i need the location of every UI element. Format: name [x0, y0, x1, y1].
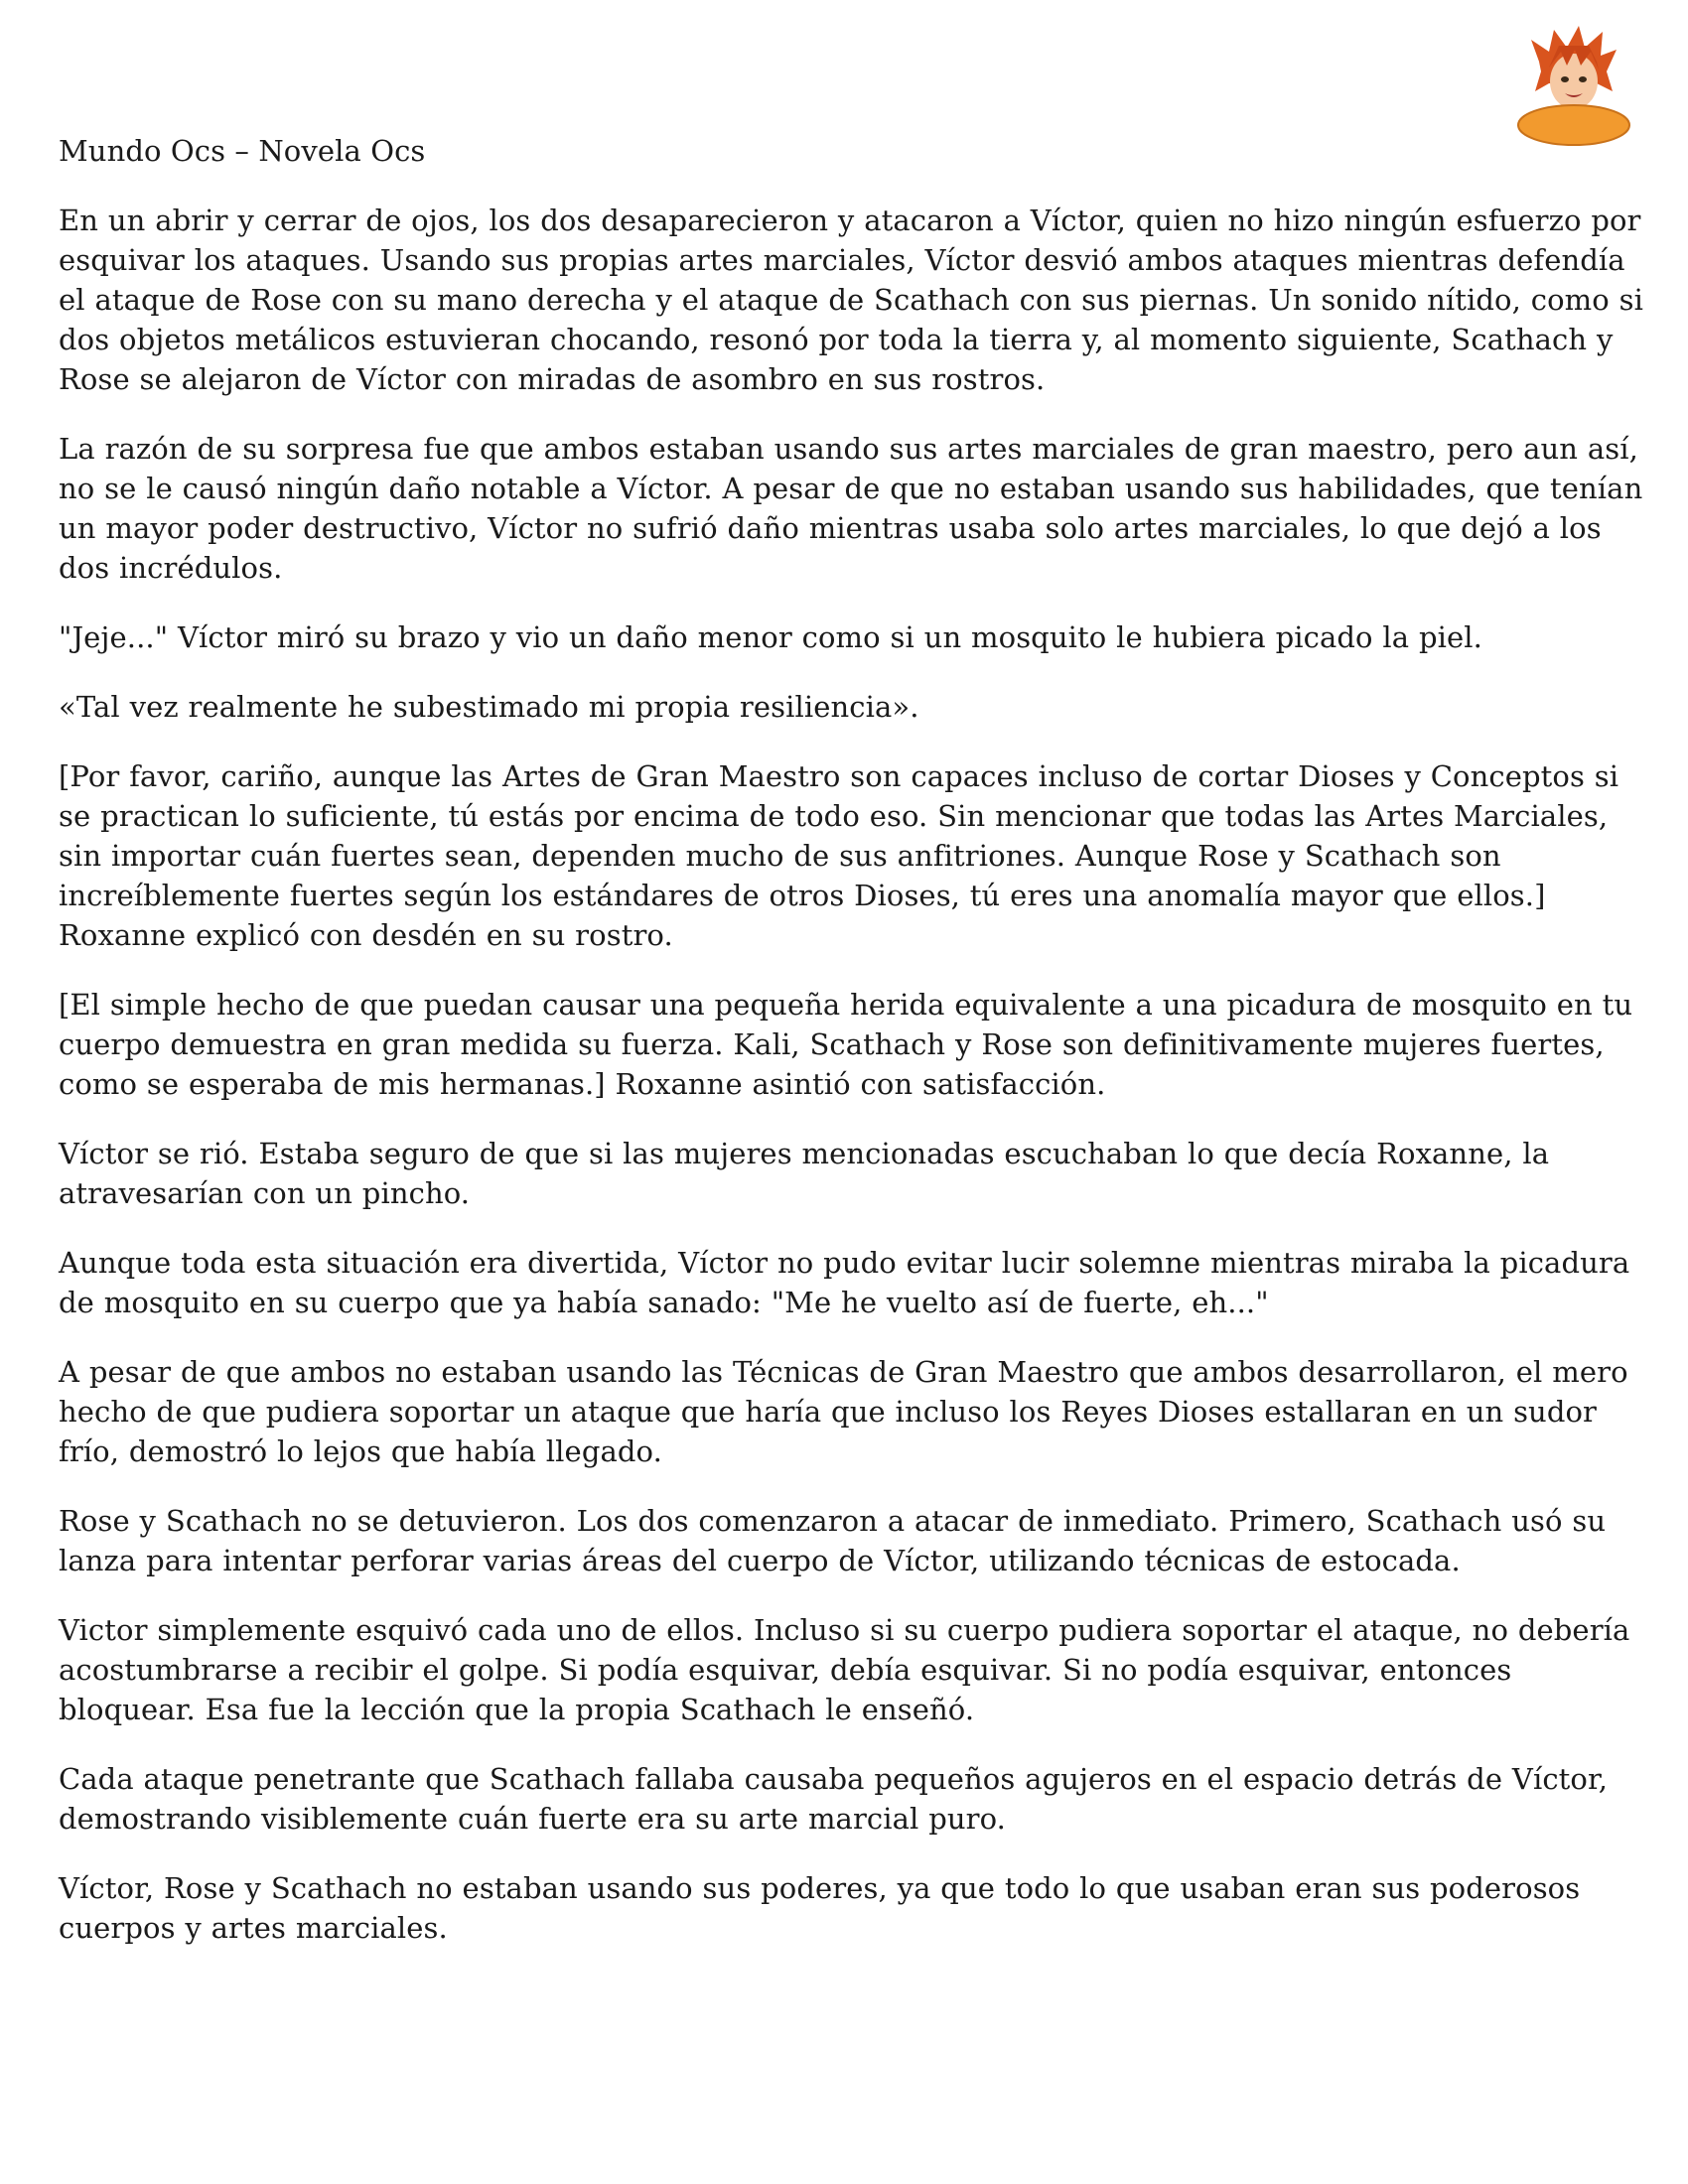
paragraph: Cada ataque penetrante que Scathach fallaba causaba pequeños agujeros en el espacio detrás de Víctor, demostrando visiblemente cuán fuerte era su arte marcial puro.	[59, 1762, 1609, 1836]
paragraph: Rose y Scathach no se detuvieron. Los dos comenzaron a atacar de inmediato. Primero, Scathach usó su lanza para intentar perforar varias áreas del cuerpo de Víctor, utilizando técnicas de estocada.	[59, 1504, 1607, 1577]
paragraph: A pesar de que ambos no estaban usando las Técnicas de Gran Maestro que ambos desarrollaron, el mero hecho de que pudiera soportar un ataque que haría que incluso los Reyes Dioses estallaran en un sudor frío, demostró lo lejos que había llegado.	[59, 1355, 1628, 1468]
paragraph: Victor simplemente esquivó cada uno de ellos. Incluso si su cuerpo pudiera soportar el ataque, no debería acostumbrarse a recibir el golpe. Si podía esquivar, debía esquivar. Si no podía esquivar, entonces bloquear. Esa fue la lección que la propia Scathach le enseñó.	[59, 1613, 1630, 1726]
document-body	[59, 131, 1647, 1978]
paragraph: Aunque toda esta situación era divertida, Víctor no pudo evitar lucir solemne mientras miraba la picadura de mosquito en su cuerpo que ya había sanado: "Me he vuelto así de fuerte, eh..."	[59, 1246, 1630, 1319]
paragraph: Víctor, Rose y Scathach no estaban usando sus poderes, ya que todo lo que usaban eran sus poderosos cuerpos y artes marciales.	[59, 1871, 1581, 1945]
paragraph: [Por favor, cariño, aunque las Artes de Gran Maestro son capaces incluso de cortar Dioses y Conceptos si se practican lo suficiente, tú estás por encima de todo eso. Sin mencionar que todas las Artes Marciales, sin importar cuán fuertes sean, dependen mucho de sus anfitriones. Aunque Rose y Scathach son increíblemente fuertes según los estándares de otros Dioses, tú eres una anomalía mayor que ellos.] Roxanne explicó con desdén en su rostro.	[59, 759, 1619, 952]
paragraph: «Tal vez realmente he subestimado mi propia resiliencia».	[59, 690, 919, 724]
paragraph: "Jeje..." Víctor miró su brazo y vio un daño menor como si un mosquito le hubiera picado la piel.	[59, 620, 1482, 654]
paragraph: En un abrir y cerrar de ojos, los dos desaparecieron y atacaron a Víctor, quien no hizo ningún esfuerzo por esquivar los ataques. Usando sus propias artes marciales, Víctor desvió ambos ataques mientras defendía el ataque de Rose con su mano derecha y el ataque de Scathach con sus piernas. Un sonido nítido, como si dos objetos metálicos estuvieran chocando, resonó por toda la tierra y, al momento siguiente, Scathach y Rose se alejaron de Víctor con miradas de asombro en sus rostros.	[59, 204, 1643, 396]
paragraph: La razón de su sorpresa fue que ambos estaban usando sus artes marciales de gran maestro, pero aun así, no se le causó ningún daño notable a Víctor. A pesar de que no estaban usando sus habilidades, que tenían un mayor poder destructivo, Víctor no sufrió daño mientras usaba solo artes marciales, lo que dejó a los dos incrédulos.	[59, 432, 1643, 585]
document-header: Mundo Ocs – Novela Ocs	[59, 134, 426, 168]
paragraph: Víctor se rió. Estaba seguro de que si las mujeres mencionadas escuchaban lo que decía Roxanne, la atravesarían con un pincho.	[59, 1137, 1550, 1210]
paragraph: [El simple hecho de que puedan causar una pequeña herida equivalente a una picadura de mosquito en tu cuerpo demuestra en gran medida su fuerza. Kali, Scathach y Rose son definitivamente mujeres fuertes, como se esperaba de mis hermanas.] Roxanne asintió con satisfacción.	[59, 988, 1633, 1101]
